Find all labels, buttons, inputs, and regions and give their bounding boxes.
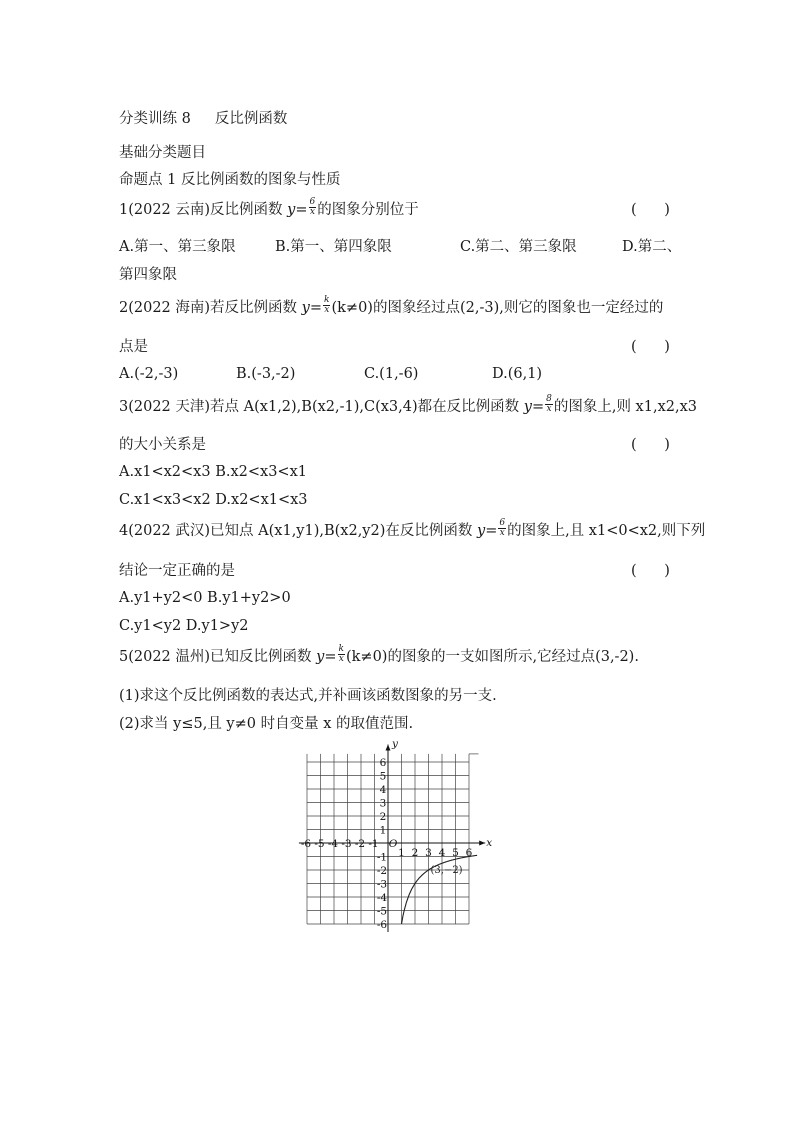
q5-text: 5(2022 温州)已知反比例函数 [119,649,317,665]
q3-text-end: 的图象上,则 x1,x2,x3 [553,399,697,415]
question-5: 5(2022 温州)已知反比例函数 y= $\frac{k}{x}$ (k≠0)的图象的一支如图所示,它经过点(3,-2). [119,643,639,665]
worksheet-title [119,109,287,129]
q2-text: 2(2022 海南)若反比例函数 [119,300,302,316]
q3-answer-blank[interactable]: ( ) [631,437,670,453]
q4-line2: 结论一定正确的是 [119,563,235,579]
y-axis-arrow [386,744,391,750]
y-tick-label: 5 [379,770,387,783]
y-tick-label: 4 [379,784,387,796]
q5-part2: (2)求当 y≤5,且 y≠0 时自变量 x 的取值范围. [119,716,414,732]
q5-text-end: (k≠0)的图象的一支如图所示,它经过点(3,-2). [345,649,639,665]
q1-eq: y= [287,202,308,218]
y-tick-label: -2 [376,865,388,877]
x-tick-label: 6 [465,847,473,859]
q2-answer-blank[interactable]: ( ) [631,339,670,355]
q3-line2: 的大小关系是 [119,437,206,453]
q4-fraction: $\frac{6}{x}$ [499,517,506,538]
origin-label: O [388,838,398,850]
q2-option-a[interactable]: A.(-2,-3) [119,366,179,382]
y-tick-label: -1 [376,851,388,864]
q1-answer-blank[interactable]: ( ) [631,202,670,218]
y-tick-label: 2 [379,811,387,823]
q1-option-b[interactable]: B.第一、第四象限 [275,239,392,255]
q2-option-c[interactable]: C.(1,-6) [364,366,419,382]
q4-options-ab[interactable]: A.y1+y2<0 B.y1+y2>0 [119,590,291,606]
x-tick-label: -2 [354,838,366,850]
section-heading: 基础分类题目 [119,145,206,161]
q3-options-ab[interactable]: A.x1<x2<x3 B.x2<x3<x1 [119,464,307,480]
title-text: 分类训练 8 [119,111,191,127]
question-3: 3(2022 天津)若点 A(x1,2),B(x2,-1),C(x3,4)都在反比例函数 y= $\frac{8}{x}$ 的图象上,则 x1,x2,x3 [119,393,697,415]
axis-tick-labels [301,740,492,931]
q4-answer-blank[interactable]: ( ) [631,563,670,579]
x-tick-label: -1 [368,838,379,850]
x-tick-label: -4 [327,838,339,850]
y-tick-label: 6 [379,757,387,769]
q5-fraction: $\frac{k}{x}$ [338,643,344,664]
topic-heading: 命题点 1 反比例函数的图象与性质 [119,172,341,188]
q1-option-d[interactable]: D.第二、 [622,239,682,255]
question-2: 2(2022 海南)若反比例函数 y= $\frac{k}{x}$ (k≠0)的图象经过点(2,-3),则它的图象也一定经过的 [119,294,664,316]
q2-option-b[interactable]: B.(-3,-2) [236,366,296,382]
x-tick-label: 2 [411,847,419,859]
q5-part1: (1)求这个反比例函数的表达式,并补画该函数图象的另一支. [119,688,497,704]
q1-text: 1(2022 云南)反比例函数 [119,202,288,218]
x-tick-label: -5 [314,838,325,850]
q2-text-end: (k≠0)的图象经过点(2,-3),则它的图象也一定经过的 [331,300,664,316]
x-tick-label: -3 [341,838,352,850]
q3-options-cd[interactable]: C.x1<x3<x2 D.x2<x1<x3 [119,492,308,508]
x-axis-arrow [479,841,485,846]
y-tick-label: 3 [379,797,387,810]
x-tick-label: 1 [398,847,405,859]
q1-fraction: $\frac{6}{x}$ [309,196,316,217]
q1-option-d-cont: 第四象限 [119,267,177,283]
q1-option-a[interactable]: A.第一、第三象限 [119,239,236,255]
x-tick-label: 5 [452,847,459,859]
q4-text-end: 的图象上,且 x1<0<x2,则下列 [507,523,706,539]
x-tick-label: 4 [438,847,446,859]
y-axis-label: y [392,740,398,751]
subtitle-text: 反比例函数 [214,111,288,127]
y-tick-label: -4 [376,892,388,904]
y-tick-label: 1 [379,824,387,837]
q2-fraction: $\frac{k}{x}$ [324,294,330,315]
y-tick-label: -6 [376,919,388,931]
question-1 [119,196,419,220]
y-tick-label: -5 [376,905,388,918]
point-label: (3,−2) [430,865,463,876]
q1-option-c[interactable]: C.第二、第三象限 [460,239,577,255]
q4-options-cd[interactable]: C.y1<y2 D.y1>y2 [119,618,249,634]
q1-text-end: 的图象分别位于 [317,202,419,218]
coordinate-grid-figure [296,740,496,932]
q3-fraction: $\frac{8}{x}$ [546,393,552,414]
x-tick-label: 3 [425,847,432,859]
q2-line2: 点是 [119,339,148,355]
x-tick-label: -6 [300,838,312,850]
q4-text: 4(2022 武汉)已知点 A(x1,y1),B(x2,y2)在反比例函数 [119,523,477,539]
y-tick-label: -3 [376,878,388,891]
x-axis-label: x [486,837,493,849]
question-4: 4(2022 武汉)已知点 A(x1,y1),B(x2,y2)在反比例函数 y= $\frac{6}{x}$ 的图象上,且 x1<0<x2,则下列 [119,517,706,539]
q3-text: 3(2022 天津)若点 A(x1,2),B(x2,-1),C(x3,4)都在反比例函数 [119,399,524,415]
q2-option-d[interactable]: D.(6,1) [492,366,543,382]
